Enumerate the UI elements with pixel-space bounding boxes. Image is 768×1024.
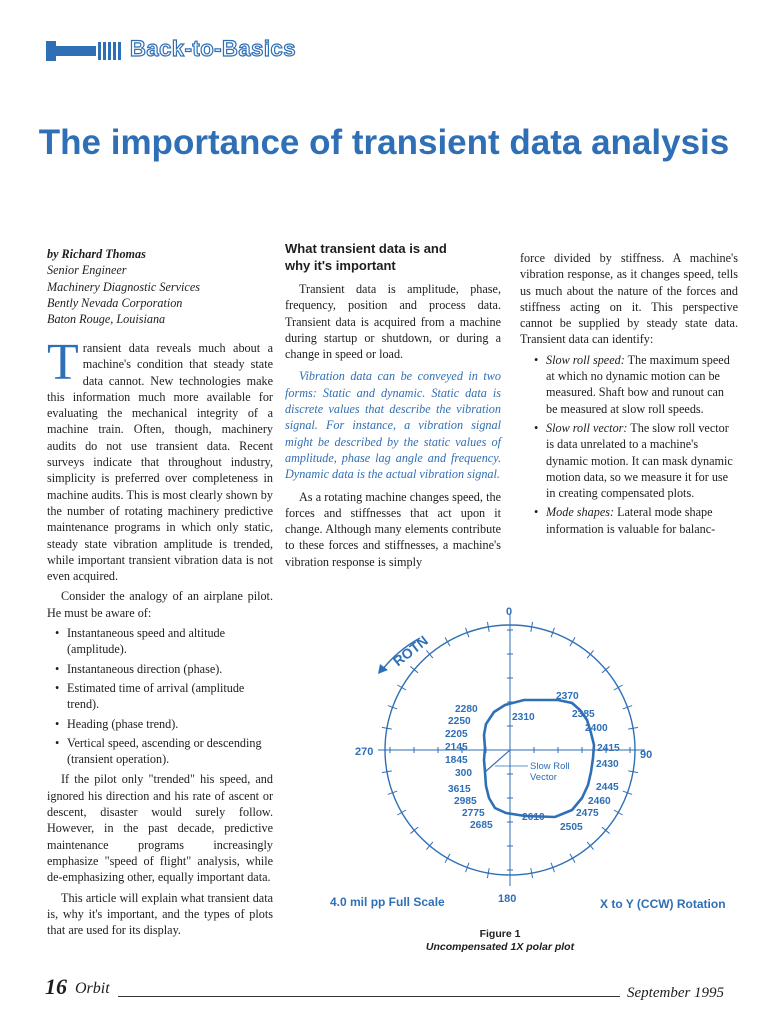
intro-text: ransient data reveals much about a machine's condition that steady state data cannot. New technologies make this information much more available for evaluating the mechanical integrity of a machine train. Often, though, machinery audits do not use transient data. Recent surveys indicate that throughout industry, simplicity is preferred over completeness in machine audits. This is most clearly shown by the number of rotating machinery predictive maintenance programs in which only static, steady state vibration amplitude is trended, while important transient vibration data is not even acquired. bbox=[47, 341, 273, 584]
list-item bbox=[520, 420, 738, 501]
plot-tick bbox=[570, 854, 575, 863]
byline-line: Baton Rouge, Louisiana bbox=[47, 312, 166, 327]
list-text: Lateral mode shape information is valuable for balanc- bbox=[546, 505, 716, 536]
speed-label: 2610 bbox=[522, 812, 545, 823]
plot-tick bbox=[445, 637, 450, 646]
list-item bbox=[520, 352, 738, 417]
slow-roll-label: Slow Roll bbox=[530, 761, 570, 772]
list-item bbox=[520, 504, 738, 537]
section-label: Back-to-Basics bbox=[130, 36, 296, 61]
speed-label: 2145 bbox=[445, 742, 468, 753]
plot-tick bbox=[397, 685, 406, 690]
rotation-label: ROTN bbox=[389, 632, 432, 670]
list-item: • Heading (phase trend). bbox=[47, 716, 273, 732]
speed-label: 2250 bbox=[448, 716, 471, 727]
list-term: Mode shapes: bbox=[546, 505, 615, 520]
plot-tick bbox=[445, 854, 450, 863]
heading-line: why it's important bbox=[285, 258, 396, 273]
page-number: 16 bbox=[45, 974, 67, 999]
list-term: Slow roll speed: bbox=[546, 352, 625, 367]
speed-label: 2400 bbox=[585, 723, 608, 734]
scale-label: 4.0 mil pp Full Scale bbox=[330, 895, 445, 909]
byline-line: Machinery Diagnostic Services bbox=[47, 279, 200, 294]
speed-label: 2415 bbox=[597, 743, 620, 754]
slow-roll-label: Vector bbox=[530, 772, 557, 783]
angle-label-right: 90 bbox=[640, 749, 653, 761]
list-term: Slow roll vector: bbox=[546, 420, 628, 435]
paragraph: Consider the analogy of an airplane pilot. He must be aware of: bbox=[47, 589, 273, 620]
figure-caption bbox=[380, 928, 620, 954]
author: by Richard Thomas bbox=[47, 247, 146, 261]
speed-label: 1845 bbox=[445, 755, 468, 766]
speed-label: 2775 bbox=[462, 808, 485, 819]
angle-label-bottom: 180 bbox=[498, 893, 517, 905]
polar-plot bbox=[300, 600, 760, 920]
figure-title: Uncompensated 1X polar plot bbox=[425, 941, 575, 953]
heading-line: What transient data is and bbox=[285, 241, 447, 256]
speed-label: 2445 bbox=[596, 782, 619, 793]
column-3 bbox=[520, 250, 738, 541]
list-text: The slow roll vector is data unrelated to a machine's dynamic motion. It can mask dynamic motion data, so we measure it for use in creating compensated plots. bbox=[546, 420, 733, 501]
footer-rule bbox=[118, 996, 620, 997]
paragraph: This article will explain what transient data is, why it's important, and the types of plots that are used for its display. bbox=[47, 890, 273, 938]
plot-tick bbox=[614, 685, 623, 690]
speed-label: 2205 bbox=[445, 729, 468, 740]
plot-tick bbox=[614, 810, 623, 815]
bolt-icon bbox=[46, 37, 121, 65]
list-item: • Vertical speed, ascending or descending (transient operation). bbox=[47, 735, 273, 768]
intro-paragraph bbox=[47, 334, 273, 584]
slow-roll-vector bbox=[485, 750, 510, 772]
column-2 bbox=[285, 281, 501, 570]
article-title: The importance of transient data analysis bbox=[38, 123, 730, 162]
speed-label: 2430 bbox=[596, 759, 619, 770]
drop-cap: T bbox=[47, 334, 79, 391]
speed-label: 2460 bbox=[588, 796, 611, 807]
paragraph: force divided by stiffness. A machine's vibration response, as it changes speed, tells us much about the nature of the forces and stiffness acting on it. This perspective cannot be supplied by steady state data. Transient data can identify: bbox=[520, 251, 738, 347]
angle-label-left: 270 bbox=[355, 746, 374, 758]
byline-line: Bently Nevada Corporation bbox=[47, 295, 183, 310]
plot-tick bbox=[397, 810, 406, 815]
byline-line: Senior Engineer bbox=[47, 263, 127, 278]
issue-date: September 1995 bbox=[627, 985, 725, 1001]
speed-label: 2310 bbox=[512, 712, 535, 723]
identify-list bbox=[520, 352, 738, 537]
list-item: • Estimated time of arrival (amplitude trend). bbox=[47, 680, 273, 713]
figure-number: Figure 1 bbox=[479, 928, 521, 940]
byline bbox=[47, 246, 273, 327]
speed-label: 3615 bbox=[448, 784, 471, 795]
paragraph: If the pilot only "trended" his speed, and ignored his direction and his rate of ascent or descent, disaster would surely follow. However, in the past decade, predictive maintenance programs increasingly emphasize "speed of flight" analysis, while de-emphasizing other, equally important data. bbox=[47, 772, 273, 885]
speed-label: 2280 bbox=[455, 704, 478, 715]
list-item: • Instantaneous speed and altitude (amplitude). bbox=[47, 625, 273, 658]
paragraph: As a rotating machine changes speed, the forces and stiffnesses that act upon it change. Although many elements contribute to these forces and stiffnesses, a machine's vibration response is simply bbox=[285, 489, 501, 569]
speed-label: 2685 bbox=[470, 820, 493, 831]
angle-label-top: 0 bbox=[506, 606, 513, 618]
plot-tick bbox=[570, 637, 575, 646]
highlight-paragraph: Vibration data can be conveyed in two forms: Static and dynamic. Static data is discrete values that describe the vibration signal. For instance, a vibration signal might be described by the static values of amplitude, phase lag angle and frequency. Dynamic data is the actual vibration signal. bbox=[285, 369, 501, 482]
list-item: • Instantaneous direction (phase). bbox=[47, 661, 273, 677]
column-1 bbox=[47, 334, 273, 938]
speed-label: 2385 bbox=[572, 709, 595, 720]
pilot-list bbox=[47, 625, 273, 767]
speed-label: 300 bbox=[455, 768, 472, 779]
rotation-direction: X to Y (CCW) Rotation bbox=[600, 897, 726, 911]
list-text: The maximum speed at which no dynamic motion can be measured. Shaft bow and runout can be measured at slow roll speeds. bbox=[546, 352, 730, 416]
speed-label: 2505 bbox=[560, 822, 583, 833]
paragraph: Transient data is amplitude, phase, frequency, position and process data. Transient data is acquired from a machine during startup or shutdown, or during a change in speed or load. bbox=[285, 282, 501, 362]
publication-name: Orbit bbox=[75, 980, 110, 997]
speed-label: 2985 bbox=[454, 796, 477, 807]
section-heading bbox=[285, 240, 505, 274]
speed-label: 2475 bbox=[576, 808, 599, 819]
speed-label: 2370 bbox=[556, 691, 579, 702]
